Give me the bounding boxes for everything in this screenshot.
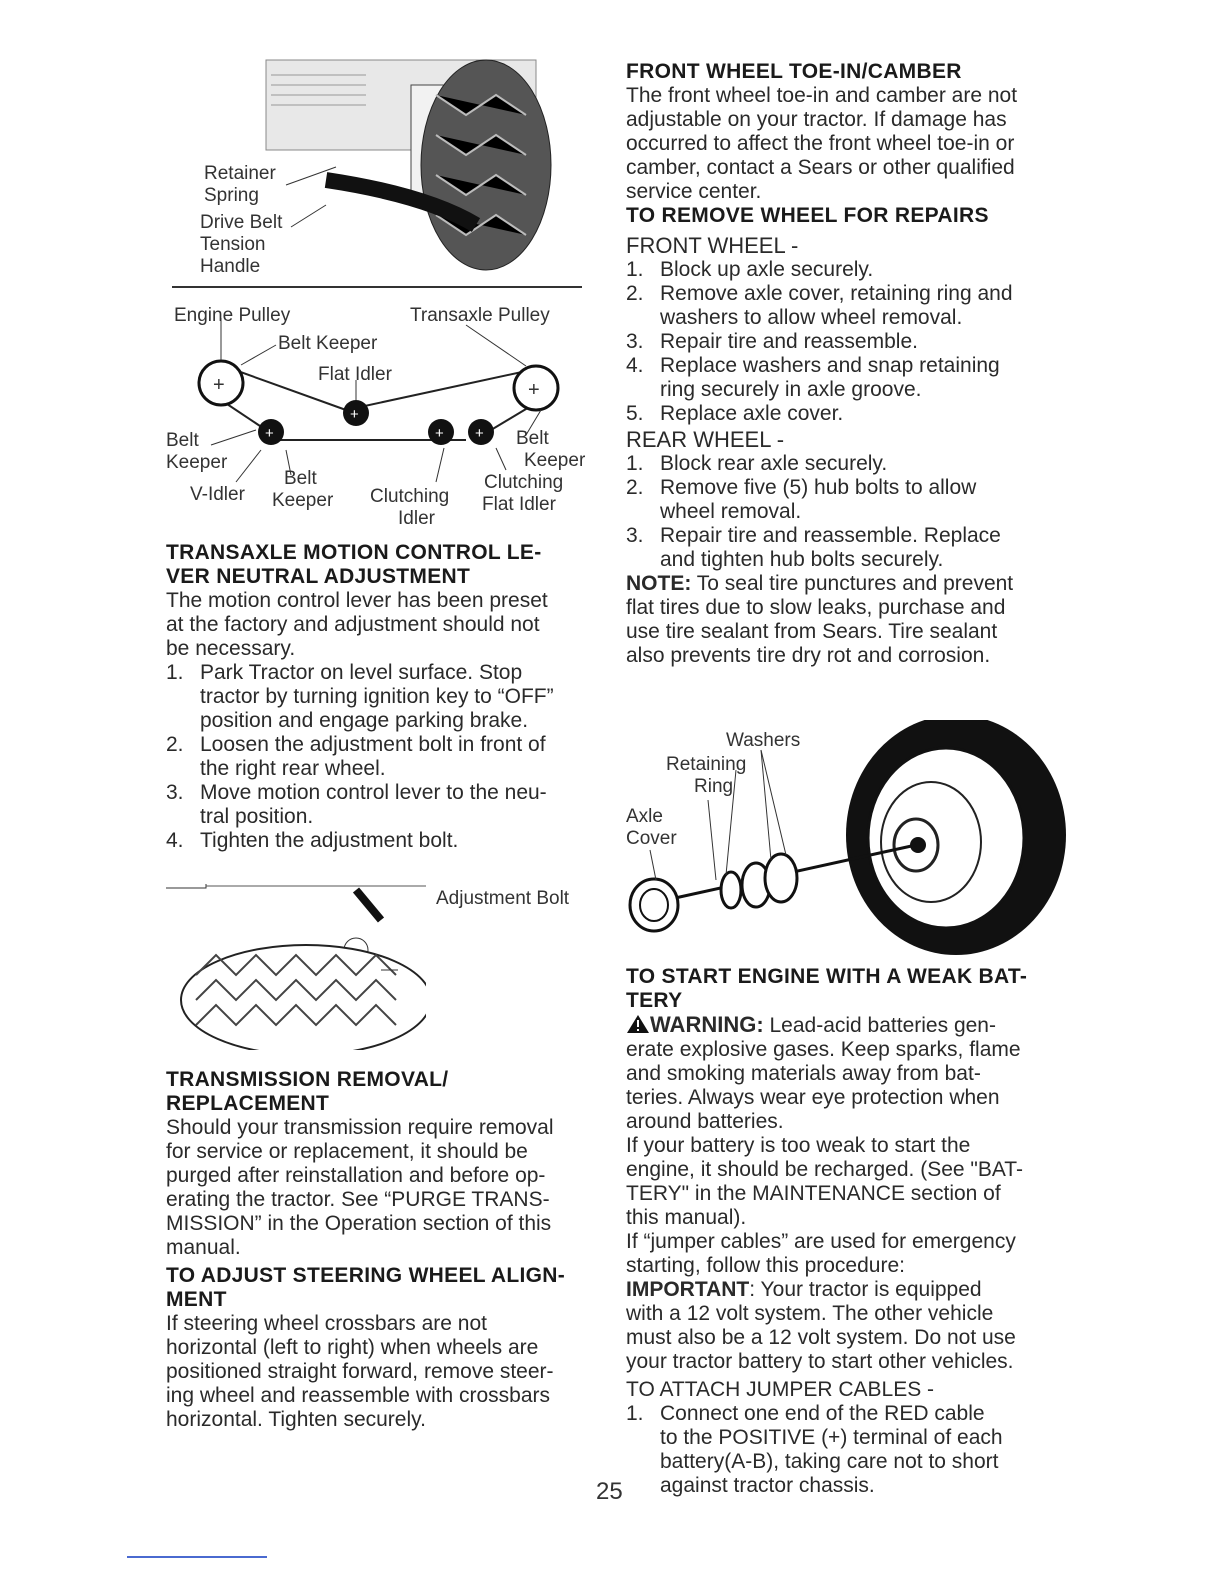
retainer-label: Retainer [204, 163, 276, 184]
note-line: use tire sealant from Sears. Tire sealant [626, 620, 998, 643]
transmission-heading-line2: REPLACEMENT [166, 1092, 330, 1115]
important-text: : Your tractor is equipped [749, 1278, 982, 1301]
step-line: battery(A-B), taking care not to short [660, 1450, 999, 1473]
warning-line: teries. Always wear eye protection when [626, 1086, 1000, 1109]
body-line: If steering wheel crossbars are not [166, 1312, 487, 1335]
transaxle-adjustment-section [166, 541, 596, 853]
remove-wheel-heading: TO REMOVE WHEEL FOR REPAIRS [626, 204, 989, 227]
intro-line: at the factory and adjustment should not [166, 613, 540, 636]
footer-rule [127, 1556, 267, 1558]
body-line: MISSION” in the Operation section of this [166, 1212, 552, 1235]
body-line: Should your transmission require removal [166, 1116, 554, 1139]
belt-keeper-left-label-1: Belt [166, 430, 199, 451]
belt-keeper-right-label-1: Belt [516, 428, 549, 449]
washer-icon [765, 854, 797, 902]
clutching-flat-idler-label-2: Flat Idler [482, 494, 556, 515]
page-number: 25 [596, 1478, 623, 1505]
step-line: position and engage parking brake. [200, 709, 529, 732]
step-item [626, 452, 1066, 476]
body-line: adjustable on your tractor. If damage has [626, 108, 1007, 131]
step-item [166, 781, 596, 829]
transmission-body [166, 1116, 596, 1260]
drive-belt-figure [166, 55, 586, 285]
step-number: 2. [626, 476, 644, 499]
retaining-ring-icon [721, 872, 741, 908]
steering-heading-line1: TO ADJUST STEERING WHEEL ALIGN- [166, 1264, 565, 1287]
front-wheel-title: FRONT WHEEL - [626, 233, 799, 258]
step-item [626, 258, 1066, 282]
body-line: this manual). [626, 1206, 747, 1229]
step-number: 3. [626, 524, 644, 547]
body-line: ing wheel and reassemble with crossbars [166, 1384, 551, 1407]
note-paragraph [626, 572, 1066, 668]
retaining-ring-label-1: Retaining [666, 754, 747, 775]
body-line: service center. [626, 180, 762, 203]
recharge-paragraph [626, 1134, 1066, 1230]
weak-battery-section [626, 965, 1066, 1498]
step-line: the right rear wheel. [200, 757, 386, 780]
body-line: occurred to affect the front wheel toe-in or [626, 132, 1015, 155]
step-number: 1. [626, 452, 644, 475]
body-line: TERY" in the MAINTENANCE section of [626, 1182, 1001, 1205]
svg-text:+: + [265, 425, 274, 442]
step-number: 4. [166, 829, 184, 852]
note-text: To seal tire punctures and prevent [691, 572, 1014, 595]
toe-in-camber-heading: FRONT WHEEL TOE-IN/CAMBER [626, 60, 962, 83]
step-line: Loosen the adjustment bolt in front of [200, 733, 546, 756]
step-number: 3. [626, 330, 644, 353]
step-line: against tractor chassis. [660, 1474, 875, 1497]
intro-line: The motion control lever has been preset [166, 589, 548, 612]
intro-line: be necessary. [166, 637, 296, 660]
engine-pulley-label: Engine Pulley [174, 305, 291, 326]
spring-label: Spring [204, 185, 259, 206]
step-line: washers to allow wheel removal. [660, 306, 963, 329]
body-line: camber, contact a Sears or other qualified [626, 156, 1015, 179]
note-line: also prevents tire dry rot and corrosion. [626, 644, 991, 667]
body-line: erating the tractor. See “PURGE TRANS- [166, 1188, 550, 1211]
warning-line: and smoking materials away from bat- [626, 1062, 981, 1085]
warning-line: erate explosive gases. Keep sparks, flame [626, 1038, 1021, 1061]
important-line: with a 12 volt system. The other vehicle [626, 1302, 994, 1325]
step-item [166, 733, 596, 781]
step-item [626, 1402, 1066, 1498]
body-line: manual. [166, 1236, 241, 1259]
important-paragraph [626, 1278, 1066, 1374]
warning-label: WARNING: [650, 1012, 764, 1037]
belt-keeper-left-label-2: Keeper [166, 452, 228, 473]
wheel-exploded-figure [626, 720, 1066, 960]
steering-body [166, 1312, 596, 1432]
svg-text:+: + [528, 379, 540, 401]
step-line: Park Tractor on level surface. Stop [200, 661, 523, 684]
attach-steps [626, 1402, 1066, 1498]
step-line: wheel removal. [660, 500, 802, 523]
belt-keeper-top-label: Belt Keeper [278, 333, 378, 354]
important-line [626, 1278, 1066, 1302]
note-label: NOTE: [626, 572, 692, 595]
step-item [626, 476, 1066, 524]
transaxle-heading-line1: TRANSAXLE MOTION CONTROL LE- [166, 541, 542, 564]
body-line: If your battery is too weak to start the [626, 1134, 971, 1157]
step-line: Block rear axle securely. [660, 452, 888, 475]
transaxle-heading-line2: VER NEUTRAL ADJUSTMENT [166, 565, 471, 588]
body-line: starting, follow this procedure: [626, 1254, 905, 1277]
step-item [626, 282, 1066, 330]
note-line: flat tires due to slow leaks, purchase and [626, 596, 1006, 619]
pulley-diagram [166, 300, 596, 535]
body-line: If “jumper cables” are used for emergency [626, 1230, 1016, 1253]
step-number: 1. [626, 258, 644, 281]
step-item [166, 829, 596, 853]
axle-cover-label-1: Axle [626, 806, 663, 827]
adjustment-bolt-figure [166, 880, 596, 1050]
axle-cover-label-2: Cover [626, 828, 677, 849]
belt-keeper-mid-label-1: Belt [284, 468, 317, 489]
step-line: and tighten hub bolts securely. [660, 548, 944, 571]
important-label: IMPORTANT [626, 1278, 750, 1301]
transmission-removal-section [166, 1068, 596, 1432]
svg-text:+: + [350, 406, 359, 423]
step-line: Repair tire and reassemble. Replace [660, 524, 1001, 547]
body-line: for service or replacement, it should be [166, 1140, 528, 1163]
warning-line [626, 1013, 1066, 1038]
warning-text: Lead-acid batteries gen- [763, 1014, 996, 1037]
toe-in-camber-section [626, 60, 1066, 668]
step-number: 1. [626, 1402, 644, 1425]
body-line: horizontal. Tighten securely. [166, 1408, 426, 1431]
body-line: purged after reinstallation and before op- [166, 1164, 546, 1187]
warning-triangle-icon [626, 1014, 650, 1034]
step-line: Replace axle cover. [660, 402, 844, 425]
clutching-idler-label-2: Idler [398, 508, 435, 529]
weak-battery-heading-line1: TO START ENGINE WITH A WEAK BAT- [626, 965, 1028, 988]
step-line: to the POSITIVE (+) terminal of each [660, 1426, 1003, 1449]
note-line [626, 572, 1066, 596]
step-item [626, 354, 1066, 402]
retaining-ring-label-2: Ring [694, 776, 734, 797]
step-number: 3. [166, 781, 184, 804]
rear-wheel-title: REAR WHEEL - [626, 427, 785, 452]
adjustment-bolt-label: Adjustment Bolt [436, 888, 570, 909]
drive-belt-label: Drive Belt [200, 212, 283, 233]
transaxle-intro [166, 589, 596, 661]
weak-battery-heading-line2: TERY [626, 989, 683, 1012]
axle-cover-icon [630, 879, 678, 931]
tension-label: Tension [200, 234, 266, 255]
svg-text:+: + [475, 425, 484, 442]
step-item [626, 330, 1066, 354]
step-item [626, 524, 1066, 572]
step-line: Connect one end of the RED cable [660, 1402, 985, 1425]
body-line: positioned straight forward, remove steer- [166, 1360, 554, 1383]
step-line: Remove axle cover, retaining ring and [660, 282, 1013, 305]
toe-in-camber-body [626, 84, 1066, 204]
washers-label: Washers [726, 730, 801, 751]
step-item [626, 402, 1066, 426]
step-number: 1. [166, 661, 184, 684]
step-line: Block up axle securely. [660, 258, 874, 281]
rear-wheel-illustration [166, 880, 426, 1050]
body-line: horizontal (left to right) when wheels are [166, 1336, 539, 1359]
transaxle-pulley-label: Transaxle Pulley [410, 305, 550, 326]
warning-paragraph [626, 1013, 1066, 1134]
step-line: Move motion control lever to the neu- [200, 781, 547, 804]
body-line: The front wheel toe-in and camber are not [626, 84, 1018, 107]
step-number: 4. [626, 354, 644, 377]
belt-keeper-mid-label-2: Keeper [272, 490, 334, 511]
step-line: Repair tire and reassemble. [660, 330, 918, 353]
steering-heading-line2: MENT [166, 1288, 227, 1311]
body-line: engine, it should be recharged. (See "BAT- [626, 1158, 1023, 1181]
step-item [166, 661, 596, 733]
step-line: Tighten the adjustment bolt. [200, 829, 459, 852]
rear-wheel-steps [626, 452, 1066, 572]
figure-divider [172, 286, 582, 288]
step-number: 2. [166, 733, 184, 756]
belt-keeper-right-label-2: Keeper [524, 450, 586, 471]
step-line: tractor by turning ignition key to “OFF” [200, 685, 554, 708]
step-line: Remove five (5) hub bolts to allow [660, 476, 977, 499]
step-line: tral position. [200, 805, 314, 828]
svg-text:+: + [213, 374, 225, 396]
clutching-idler-label-1: Clutching [370, 486, 450, 507]
clutching-flat-idler-label-1: Clutching [484, 472, 564, 493]
step-line: ring securely in axle groove. [660, 378, 922, 401]
important-line: your tractor battery to start other vehicles. [626, 1350, 1014, 1373]
transaxle-steps [166, 661, 596, 853]
attach-cables-title: TO ATTACH JUMPER CABLES - [626, 1378, 935, 1401]
handle-label: Handle [200, 256, 261, 277]
step-number: 5. [626, 402, 644, 425]
transmission-heading-line1: TRANSMISSION REMOVAL/ [166, 1068, 449, 1091]
flat-idler-label: Flat Idler [318, 364, 392, 385]
front-wheel-steps [626, 258, 1066, 426]
svg-text:+: + [435, 425, 444, 442]
important-line: must also be a 12 volt system. Do not use [626, 1326, 1016, 1349]
warning-line: around batteries. [626, 1110, 784, 1133]
step-number: 2. [626, 282, 644, 305]
step-line: Replace washers and snap retaining [660, 354, 1000, 377]
jumper-paragraph [626, 1230, 1066, 1278]
v-idler-label: V-Idler [190, 484, 245, 505]
